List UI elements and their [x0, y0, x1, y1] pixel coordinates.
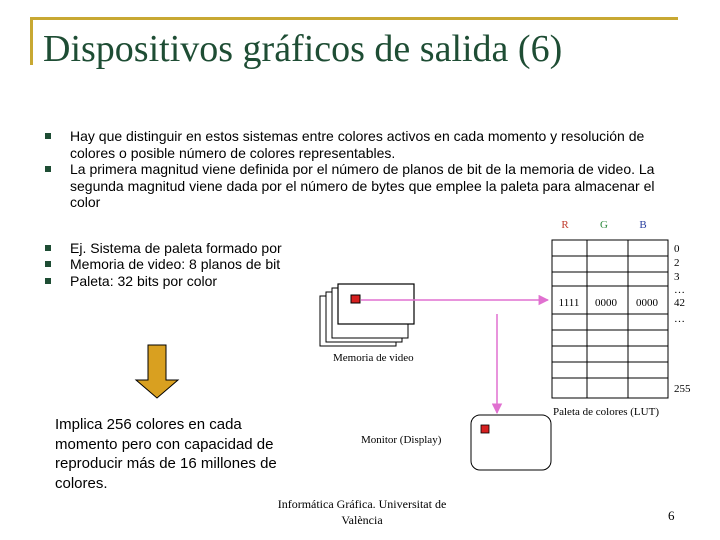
palette-cell-b: 0000 — [636, 297, 658, 309]
palette-cell-r: 1111 — [558, 297, 580, 309]
slide-title: Dispositivos gráficos de salida (6) — [43, 28, 563, 70]
monitor-pixel — [481, 425, 489, 433]
palette-label: Paleta de colores (LUT) — [553, 406, 659, 418]
rgb-header-g: G — [600, 219, 608, 231]
footer-text: Informática Gráfica. Universitat de València — [277, 497, 447, 527]
row-index-label: 42 — [674, 297, 685, 309]
rgb-header-r: R — [561, 219, 569, 231]
palette-table — [552, 240, 668, 398]
conclusion-text: Implica 256 colores en cada momento pero con capacidad de reproducir más de 16 millones de colores. — [55, 416, 277, 492]
memory-plane-front — [338, 284, 414, 324]
palette-cell-g: 0000 — [595, 297, 617, 309]
row-index-label: 3 — [674, 271, 680, 283]
row-index-label: 2 — [674, 257, 680, 269]
row-index-label: … — [674, 284, 685, 296]
bullet-text: La primera magnitud viene definida por el número de planos de bit de la memoria de video. La segunda magnitud viene dada por el número de bytes que emplee la paleta para almacenar el color — [70, 161, 655, 210]
bullet-text: Ej. Sistema de paleta formado por — [70, 239, 282, 256]
row-index-label: 255 — [674, 383, 691, 395]
row-index-label: … — [674, 313, 685, 325]
rgb-header-b: B — [639, 219, 647, 231]
memory-pixel — [351, 295, 360, 303]
page-number: 6 — [668, 508, 675, 523]
video-memory-planes — [320, 284, 414, 346]
bullet-text: Paleta: 32 bits por color — [70, 272, 218, 289]
down-arrow-icon — [136, 345, 178, 398]
bullet-text: Hay que distinguir en estos sistemas entre colores activos en cada momento y resolución de colores o posible número de colores representables. — [70, 128, 645, 161]
bullet-text: Memoria de video: 8 planos de bit — [70, 256, 281, 272]
monitor-icon — [471, 415, 551, 470]
row-index-label: 0 — [674, 243, 680, 255]
monitor-label: Monitor (Display) — [361, 434, 442, 446]
video-memory-label: Memoria de video — [333, 352, 414, 364]
